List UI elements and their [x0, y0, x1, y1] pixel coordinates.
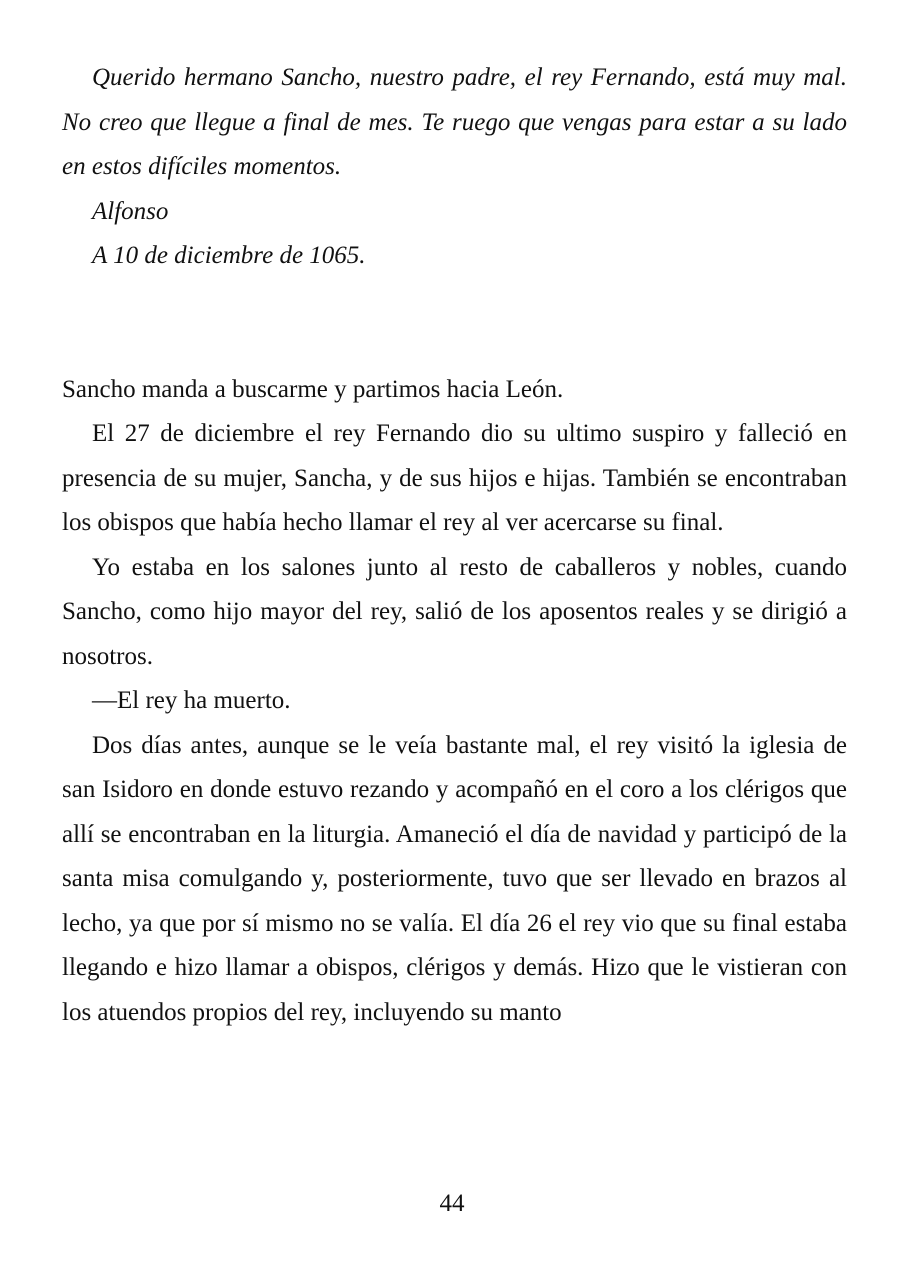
paragraph: —El rey ha muerto.: [92, 687, 291, 714]
page-number: 44: [439, 1190, 465, 1217]
narrative: [62, 368, 847, 1036]
paragraph: Sancho manda a buscarme y partimos hacia León.: [62, 375, 564, 403]
paragraph: Dos días antes, aunque se le veía bastante mal, el rey visitó la iglesia de san Isidoro en donde estuvo rezando y acompañó en el coro a los clérigos que allí se encontraban en la liturgia. Amaneció el día de navidad y participó de la santa misa comulgando y, posteriormente, tuvo que ser llevado en brazos al lecho, ya que por sí mismo no se valía. El día 26 el rey vio que su final estaba llegando e hizo llamar a obispos, clérigos y demás. Hizo que le vistieran con los atuendos propios del rey, incluyendo su manto: [62, 731, 847, 1026]
letter-body: Querido hermano Sancho, nuestro padre, el rey Fernando, está muy mal. No creo que llegue a final de mes. Te ruego que vengas para estar a su lado en estos difíciles momentos.: [62, 64, 847, 180]
letter-date: A 10 de diciembre de 1065.: [92, 242, 366, 269]
page-content: [62, 56, 847, 1035]
letter-signature: Alfonso: [92, 197, 169, 225]
letter: [62, 56, 847, 279]
paragraph: El 27 de diciembre el rey Fernando dio su ultimo suspiro y falleció en presencia de su mujer, Sancha, y de sus hijos e hijas. También se encontraban los obispos que había hecho llamar el rey al ver acercarse su final.: [62, 420, 847, 536]
paragraph: Yo estaba en los salones junto al resto de caballeros y nobles, cuando Sancho, como hijo mayor del rey, salió de los aposentos reales y se dirigió a nosotros.: [62, 553, 847, 670]
